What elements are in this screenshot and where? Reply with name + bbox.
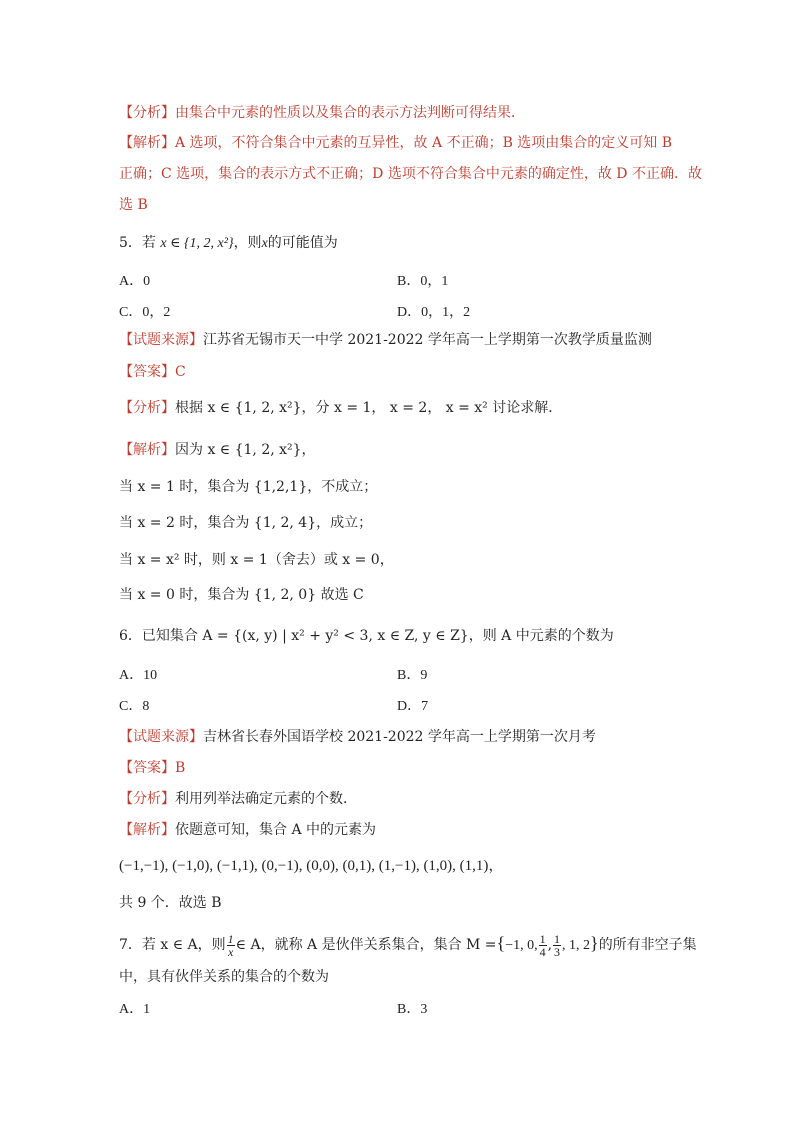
q7-f2-num: 1 [539,931,546,946]
q5-stem-end: 的可能值为 [267,235,338,251]
q5-solution-case-2: 当 x = 2 时，集合为 {1, 2, 4}，成立； [119,515,373,531]
q7-set-close: } [590,933,599,953]
solution-tag: 【解析】 [119,135,175,151]
q7-frac1-num: 1 [227,931,234,946]
q5-source-text: 江苏省无锡市天一中学 2021-2022 学年高一上学期第一次教学质量监测 [203,332,652,348]
q6-option-d: D．7 [397,699,429,714]
q5-source [119,330,652,350]
q7-fraction-quarter [539,933,547,958]
q5-source-tag: 【试题来源】 [119,332,203,348]
analysis-tag: 【分析】 [119,105,175,121]
q7-f3-num: 1 [554,931,561,946]
q7-stem-b: ∈ A，就称 A 是伙伴关系集合，集合 M = [235,937,497,953]
q7-option-a: A．1 [119,1002,151,1017]
q5-option-a: A．0 [119,274,151,289]
q7-stem-c: 的所有非空子集 [598,937,697,953]
q5-analysis-tag: 【分析】 [119,400,175,416]
q5-stem [119,233,338,254]
q6-source-text: 吉林省长春外国语学校 2021-2022 学年高一上学期第一次月考 [203,729,596,745]
q5-analysis-text: 根据 x ∈ {1, 2, x²}，分 x = 1， x = 2， x = x² 讨论求解． [175,400,563,416]
q6-option-b: B．9 [397,668,428,683]
q5-answer-tag: 【答案】 [119,364,175,380]
q5-analysis [119,398,562,418]
solution-line-1 [119,133,672,153]
q6-solution-text: 依题意可知，集合 A 中的元素为 [175,822,377,838]
q7-fraction-1-over-x [227,933,235,958]
q7-stem-line-2: 中，具有伙伴关系的集合的个数为 [119,969,329,985]
q6-analysis-text: 利用列举法确定元素的个数． [175,791,357,807]
q6-source [119,727,596,747]
q5-stem-prefix: 5．若 [119,235,156,251]
q5-solution-case-4: 当 x = 0 时，集合为 {1, 2, 0} 故选 C [119,587,364,603]
solution-line-3: 选 B [119,197,148,213]
q5-answer [119,362,186,382]
q6-element-list: (−1,−1), (−1,0), (−1,1), (0,−1), (0,0), (0,1), (1,−1), (1,0), (1,1)， [119,858,504,874]
q5-stem-math: x ∈ {1, 2, x²} [160,236,234,251]
analysis-line [119,103,525,123]
q7-set-items-2: , 1, 2 [562,938,591,953]
q5-option-d: D．0，1，2 [397,305,471,320]
q5-option-b: B．0，1 [397,274,449,289]
q5-option-c: C．0，2 [119,305,171,320]
q6-stem: 6．已知集合 A = {(x, y) | x² + y² < 3, x ∈ Z, y ∈ Z}，则 A 中元素的个数为 [119,628,614,644]
q7-set-items-1: −1, 0, [505,938,538,953]
q6-option-c: C．8 [119,699,150,714]
q6-option-a: A．10 [119,668,158,683]
q7-set-open: { [496,933,506,953]
q5-solution-text: 因为 x ∈ {1, 2, x²}， [175,442,316,458]
q5-solution-case-1: 当 x = 1 时，集合为 {1,2,1}，不成立； [119,479,378,495]
q5-stem-var: x [261,236,268,251]
q6-answer-tag: 【答案】 [119,760,175,776]
q7-stem-a: 7．若 x ∈ A，则 [119,937,226,953]
q6-analysis [119,789,357,809]
q6-source-tag: 【试题来源】 [119,729,203,745]
q7-f2-den: 4 [539,944,546,959]
q6-analysis-tag: 【分析】 [119,791,175,807]
q7-f3-den: 3 [554,944,561,959]
q6-solution [119,820,376,840]
q5-solution-tag: 【解析】 [119,442,175,458]
q5-stem-suffix: ，则 [233,235,262,251]
solution-text-1: A 选项，不符合集合中元素的互异性，故 A 不正确；B 选项由集合的定义可知 B [175,135,673,151]
q6-answer-value: B [175,760,186,776]
q6-count: 共 9 个．故选 B [119,895,222,911]
q5-answer-value: C [175,364,186,380]
q7-option-b: B．3 [397,1002,428,1017]
q5-solution [119,440,316,460]
q5-solution-case-3: 当 x = x² 时，则 x = 1（舍去）或 x = 0， [119,552,394,568]
q6-answer [119,758,185,778]
q7-stem: 7．若 x ∈ A，则 $\frac{1}{x}$ ∈ A，就称 A 是伙伴关系集合，集合 M ={−1, 0, $\frac{1}{4}$ , $\frac{1}{3}$ , 1, 2}的所有非空子集 [119,931,697,959]
analysis-text: 由集合中元素的性质以及集合的表示方法判断可得结果． [175,105,525,121]
solution-line-2: 正确；C 选项，集合的表示方式不正确；D 选项不符合集合中元素的确定性，故 D 不正确．故 [119,166,702,182]
q7-fraction-third [553,933,561,958]
q7-frac1-den: x [227,944,234,959]
q6-solution-tag: 【解析】 [119,822,175,838]
